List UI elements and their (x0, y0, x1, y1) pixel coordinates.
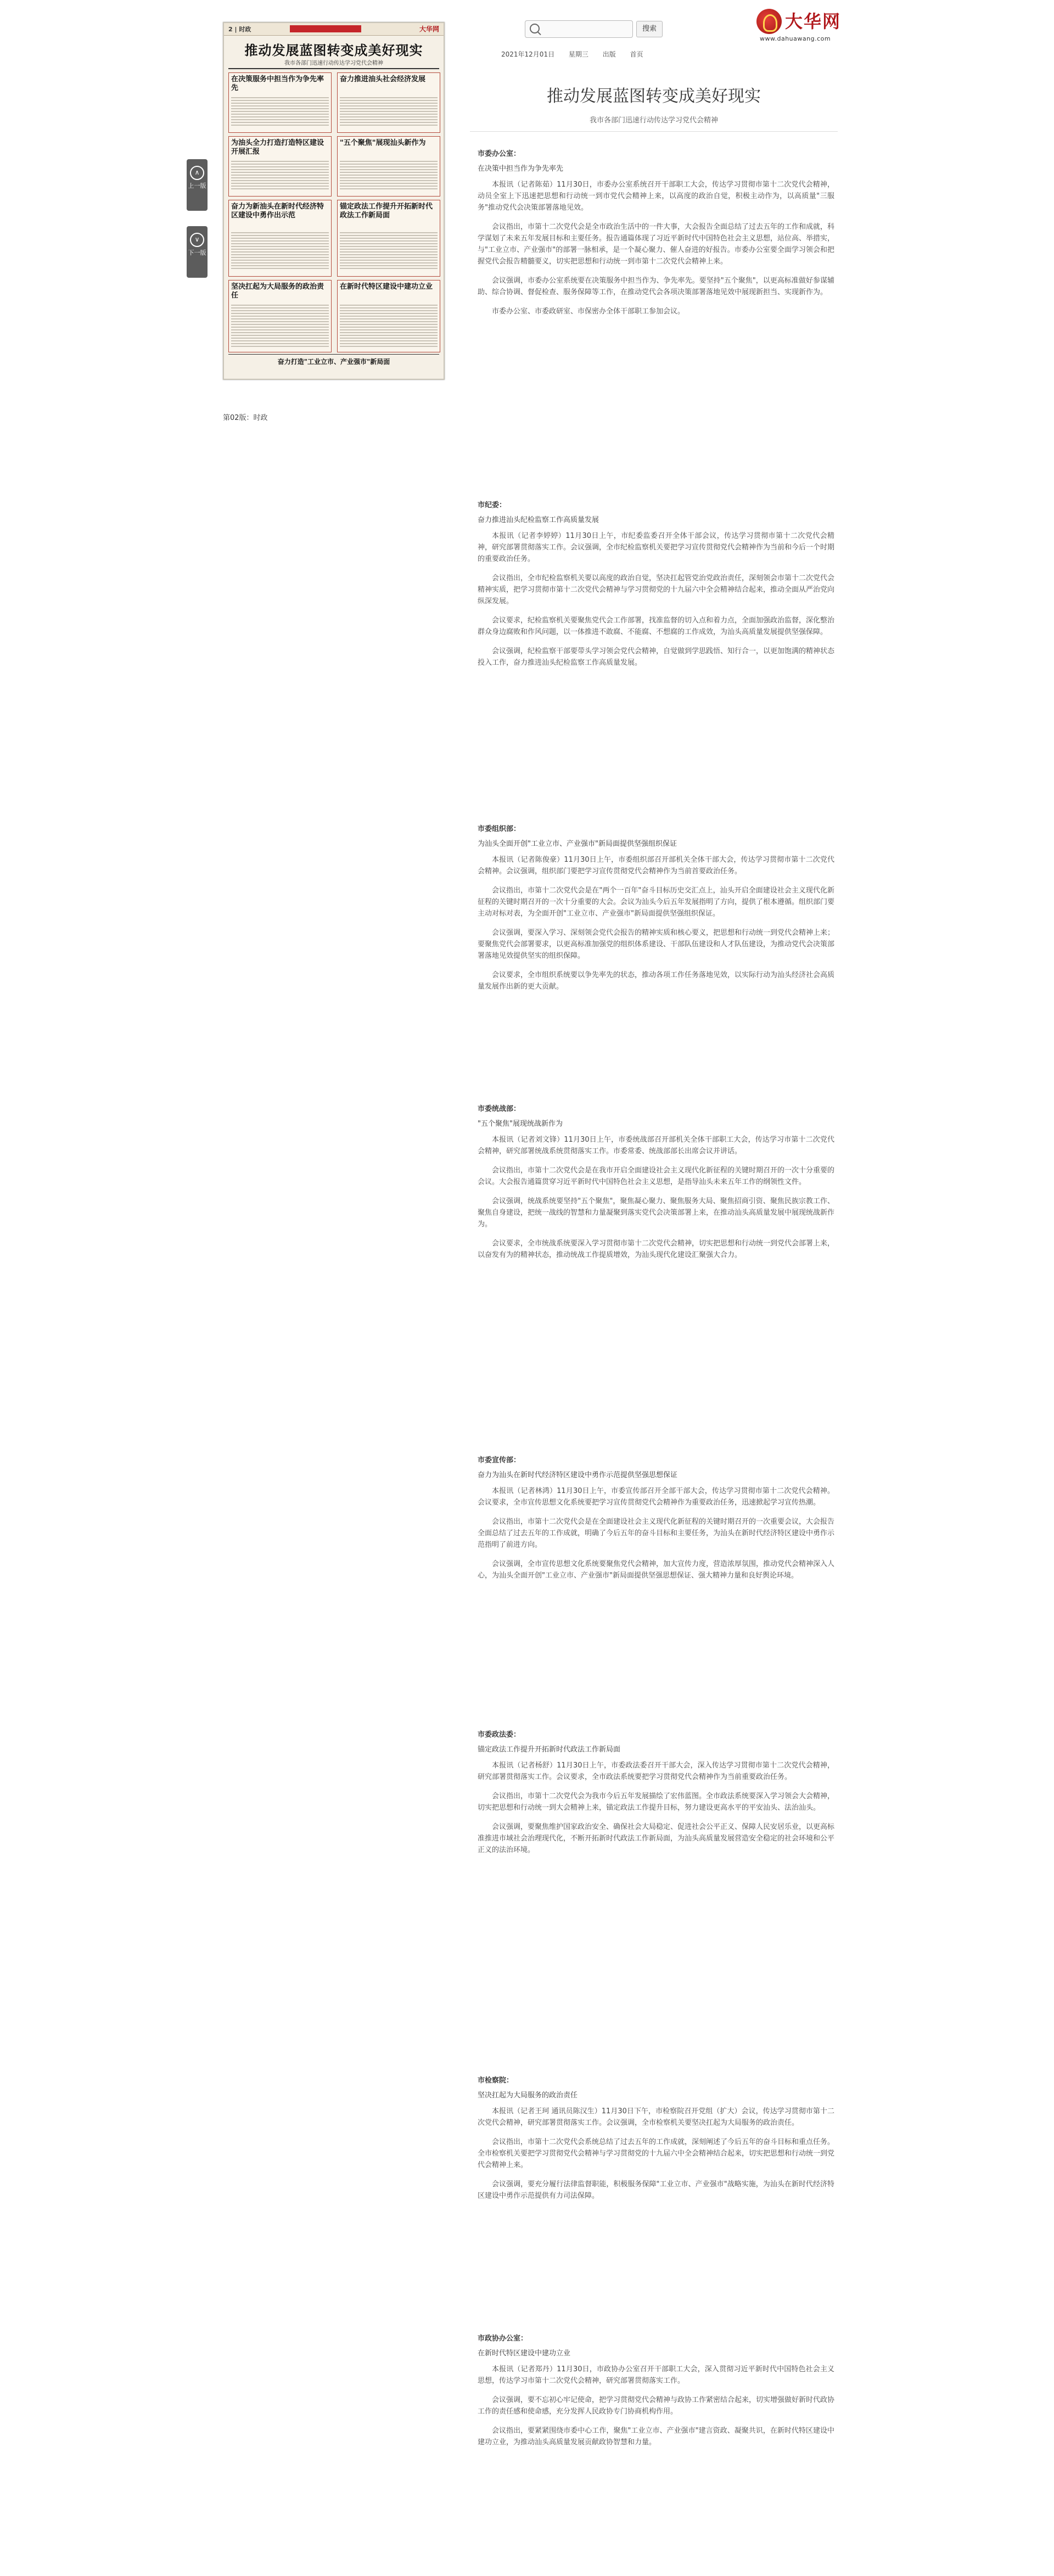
article-section (478, 1103, 834, 1269)
section-unit: 市委统战部： (478, 1105, 521, 1113)
article-subtitle: 我市各部门迅速行动传达学习党代会精神 (589, 116, 718, 125)
article-paragraph: 本报讯（记者李婷婷）11月30日上午，市纪委监委召开全体干部会议，传达学习贯彻市第十二次党代会精神，研究部署贯彻落实工作。会议强调，全市纪检监察机关要把学习宣传贯彻党代会精神作为当前和今后一个时期的重要政治任务。 (478, 532, 835, 563)
thumbnail-story-title: 奋力为新油头在新时代经济特区建设中勇作出示范 (231, 203, 324, 220)
thumbnail-story-title: 锚定政法工作提升开拓新时代政法工作新局面 (340, 203, 433, 220)
thumbnail-story[interactable] (228, 72, 332, 133)
article-paragraph: 会议指出，市第十二次党代会系统总结了过去五年的工作成就，深刻阐述了今后五年的奋斗目标和重点任务。全市检察机关要把学习贯彻党代会精神与学习贯彻党的十九届六中全会精神结合起来，切实把思想和行动统一到党代会精神上来。 (478, 2138, 835, 2169)
article-paragraph: 会议强调，要聚焦维护国家政治安全、确保社会大局稳定、促进社会公平正义、保障人民安居乐业，以更高标准推进市域社会治理现代化，不断开拓新时代政法工作新局面，为汕头高质量发展营造安全稳定的社会环境和公平正义的法治环境。 (478, 1823, 835, 1854)
article-paragraph: 会议强调，全市宣传思想文化系统要聚焦党代会精神，加大宣传力度，营造浓厚氛围，推动党代会精神深入人心，为汕头全面开创"工业立市、产业强市"新局面提供坚强思想保证、强大精神力量和良好舆论环境。 (478, 1560, 835, 1580)
section-unit: 市纪委： (478, 501, 507, 509)
article-paragraph: 会议指出，市第十二次党代会为我市今后五年发展描绘了宏伟蓝图。全市政法系统要深入学习领会大会精神，切实把思想和行动统一到大会精神上来，锚定政法工作提升目标，努力建设更高水平的平安汕头、法治汕头。 (478, 1792, 835, 1812)
thumbnail-story-title: "五个聚焦"展现汕头新作为 (340, 139, 426, 147)
thumbnail-bottom-headline: 奋力打造"工业立市、产业强市"新局面 (277, 358, 390, 366)
article-paragraph: 会议指出，要紧紧围绕市委中心工作，聚焦"工业立市、产业强市"建言资政、凝聚共识，在新时代特区建设中建功立业，为推动汕头高质量发展贡献政协智慧和力量。 (478, 2427, 834, 2446)
article-paragraph: 会议要求，全市统战系统要深入学习贯彻市第十二次党代会精神，切实把思想和行动统一到党代会部署上来，以奋发有为的精神状态，推动统战工作提质增效，为汕头现代化建设汇聚强大合力。 (478, 1239, 835, 1259)
section-heading: 奋力为汕头在新时代经济特区建设中勇作示范提供坚强思想保证 (478, 1471, 678, 1479)
thumbnail-subheadline: 我市各部门迅速行动传达学习党代会精神 (284, 60, 383, 66)
search-button[interactable]: 搜索 (636, 21, 663, 37)
article-paragraph: 会议指出，市第十二次党代会是在我市开启全面建设社会主义现代化新征程的关键时期召开的一次十分重要的会议。大会报告通篇贯穿习近平新时代中国特色社会主义思想，是指导汕头未来五年工作的纲领性文件。 (478, 1166, 835, 1186)
logo-emblem-icon (756, 9, 782, 34)
thumbnail-story[interactable] (228, 280, 332, 352)
section-unit: 市委政法委： (478, 1731, 521, 1739)
site-logo[interactable] (756, 7, 844, 45)
thumbnail-story-title: 奋力推进油头社会经济发展 (340, 75, 426, 83)
section-unit: 市政协办公室： (478, 2334, 528, 2343)
edition-label: 出版 (602, 50, 616, 58)
section-heading: 锚定政法工作提升开拓新时代政法工作新局面 (478, 1746, 621, 1754)
article-paragraph: 会议强调，市委办公室系统要在决策服务中担当作为、争先率先。要坚持"五个聚焦"，以更高标准做好参谋辅助、综合协调、督促检查、服务保障等工作，在推动党代会各项决策部署落地见效中展现新担当、实现新作为。 (478, 277, 834, 296)
article-paragraph: 会议要求，纪检监察机关要聚焦党代会工作部署，找准监督的切入点和着力点，全面加强政治监督，深化整治群众身边腐败和作风问题，以一体推进不敢腐、不能腐、不想腐的工作成效，为汕头高质量发展提供坚强保障。 (478, 616, 835, 636)
thumbnail-story[interactable] (337, 200, 440, 277)
article-section (478, 823, 834, 1000)
section-heading: 为汕头全面开创"工业立市、产业强市"新局面提供坚强组织保证 (478, 840, 677, 848)
newspaper-page-thumbnail[interactable] (223, 22, 445, 380)
article-section (478, 2333, 834, 2456)
article-paragraph: 本报讯（记者王珂 通讯员陈汉生）11月30日下午，市检察院召开党组（扩大）会议，传达学习贯彻市第十二次党代会精神，研究部署贯彻落实工作。会议强调，全市检察机关要坚决扛起为大局服务的政治责任。 (478, 2107, 834, 2127)
thumbnail-divider (228, 68, 439, 69)
article-section (478, 148, 834, 325)
section-heading: 坚决扛起为大局服务的政治责任 (478, 2091, 578, 2100)
thumbnail-story[interactable] (337, 136, 440, 197)
article-section (478, 2075, 834, 2209)
home-link[interactable]: 首页 (630, 50, 643, 58)
article-paragraph: 会议强调，统战系统要坚持"五个聚焦"，聚焦凝心聚力、聚焦服务大局、聚焦招商引资、聚焦民族宗教工作、聚焦自身建设，把统一战线的智慧和力量凝聚到落实党代会决策部署上来，在推动汕头高质量发展中展现统战新作为。 (478, 1197, 835, 1228)
thumbnail-story-title: 为油头全力打造打造特区建设开展汇报 (231, 139, 324, 156)
thumbnail-divider (228, 354, 439, 355)
article-section (478, 1729, 834, 1864)
article-section (478, 500, 834, 676)
weekday: 星期三 (568, 50, 588, 58)
chevron-up-icon: ∧ (190, 166, 204, 180)
logo-name: 大华网 (785, 11, 842, 32)
article-paragraph: 会议强调，要不忘初心牢记使命，把学习贯彻党代会精神与政协工作紧密结合起来，切实增强做好新时代政协工作的责任感和使命感，充分发挥人民政协专门协商机构作用。 (478, 2396, 835, 2416)
article-section (478, 1455, 834, 1589)
prev-page-button[interactable] (187, 159, 208, 211)
article-paragraph: 市委办公室、市委政研室、市保密办全体干部职工参加会议。 (492, 307, 685, 316)
article-paragraph: 会议指出，市第十二次党代会是在全面建设社会主义现代化新征程的关键时期召开的一次重要会议，大会报告全面总结了过去五年的工作成就，明确了今后五年的奋斗目标和主要任务，为汕头在新时代经济特区建设中勇作示范指明了前进方向。 (478, 1518, 835, 1549)
page-label: 第02版：时政 (223, 414, 268, 422)
article-title: 推动发展蓝图转变成美好现实 (547, 87, 761, 106)
logo-url: www.dahuawang.com (760, 35, 831, 42)
thumbnail-headline: 推动发展蓝图转变成美好现实 (244, 42, 423, 58)
article-divider (470, 131, 838, 132)
chevron-down-icon: ∨ (190, 233, 204, 247)
thumbnail-story-title: 在决策服务中担当作为争先率先 (231, 75, 324, 92)
thumbnail-header (224, 23, 444, 36)
section-heading: 在新时代特区建设中建功立业 (478, 2349, 571, 2358)
next-page-label: 下一版 (188, 249, 206, 256)
thumbnail-story-title: 坚决扛起为大局服务的政治责任 (231, 283, 324, 300)
prev-page-label: 上一版 (188, 182, 206, 189)
thumbnail-brand: 大华网 (419, 25, 439, 33)
article-paragraph: 会议指出，全市纪检监察机关要以高度的政治自觉，坚决扛起管党治党政治责任，深刻领会市第十二次党代会精神实质，把学习贯彻市第十二次党代会精神与学习贯彻党的十九届六中全会精神结合起来，推动全面从严治党向纵深发展。 (478, 574, 835, 605)
search-icon (530, 24, 540, 33)
article-paragraph: 本报讯（记者陈茹）11月30日，市委办公室系统召开干部职工大会，传达学习贯彻市第十二次党代会精神，动员全室上下迅速把思想和行动统一到市党代会精神上来，以高度的政治自觉，积极主动作为，以高质量"三服务"推动党代会决策部署落地见效。 (478, 181, 834, 212)
thumbnail-story[interactable] (337, 72, 440, 133)
article-paragraph: 会议指出，市第十二次党代会是全市政治生活中的一件大事，大会报告全面总结了过去五年的工作和成就，科学谋划了未来五年发展目标和主要任务。报告通篇体现了习近平新时代中国特色社会主义思想，站位高、举措实，与"工业立市、产业强市"的部署一脉相承，是一个凝心聚力、催人奋进的好报告。市委办公室要全面学习领会和把握党代会报告精髓要义，切实把思想和行动统一到市第十二次党代会精神上来。 (478, 223, 835, 266)
search-input[interactable] (525, 20, 633, 38)
article-paragraph: 会议指出，市第十二次党代会是在"两个一百年"奋斗目标历史交汇点上，汕头开启全面建设社会主义现代化新征程的关键时期召开的一次十分重要的大会。会议为汕头今后五年发展指明了方向，提供了根本遵循。组织部门要主动对标对表，为全面开创"工业立市、产业强市"新局面提供坚强组织保证。 (478, 886, 835, 918)
article-paragraph: 本报讯（记者陈俊豪）11月30日上午，市委组织部召开部机关全体干部大会，传达学习贯彻市第十二次党代会精神。会议强调，组织部门要把学习宣传贯彻党代会精神作为当前首要政治任务。 (478, 856, 834, 875)
article-paragraph: 本报讯（记者杨舒）11月30日上午，市委政法委召开干部大会，深入传达学习贯彻市第十二次党代会精神，研究部署贯彻落实工作。会议要求，全市政法系统要把学习贯彻党代会精神作为当前重要政治任务。 (478, 1761, 834, 1781)
article-paragraph: 本报讯（记者郑丹）11月30日，市政协办公室召开干部职工大会，深入贯彻习近平新时代中国特色社会主义思想，传达学习市第十二次党代会精神，研究部署贯彻落实工作。 (478, 2365, 834, 2385)
article-paragraph: 会议强调，要深入学习、深刻领会党代会报告的精神实质和核心要义，把思想和行动统一到党代会精神上来；要聚焦党代会部署要求，以更高标准加强党的组织体系建设、干部队伍建设和人才队伍建设，为推动党代会决策部署落地见效提供坚实的组织保障。 (478, 929, 835, 960)
article-paragraph: 本报讯（记者刘文锋）11月30日上午，市委统战部召开部机关全体干部职工大会，传达学习市第十二次党代会精神，研究部署统战系统贯彻落实工作。市委常委、统战部部长出席会议并讲话。 (478, 1136, 834, 1155)
section-unit: 市委办公室： (478, 150, 521, 158)
thumbnail-banner (290, 25, 361, 32)
section-unit: 市委宣传部： (478, 1456, 521, 1464)
thumbnail-page-number: 2 | 时政 (228, 26, 251, 33)
section-unit: 市检察院： (478, 2076, 514, 2085)
thumbnail-story-title: 在新时代特区建设中建功立业 (340, 283, 433, 291)
date: 2021年12月01日 (501, 50, 555, 58)
section-heading: 在决策中担当作为争先率先 (478, 165, 564, 173)
date-line (501, 49, 655, 59)
article-paragraph: 会议强调，要充分履行法律监督职能，积极服务保障"工业立市、产业强市"战略实施，为汕头在新时代经济特区建设中勇作示范提供有力司法保障。 (478, 2180, 834, 2200)
article-paragraph: 本报讯（记者林鸿）11月30日上午，市委宣传部召开全部干部大会，传达学习贯彻市第十二次党代会精神。会议要求，全市宣传思想文化系统要把学习宣传贯彻党代会精神作为重要政治任务，迅速掀起学习宣传热潮。 (478, 1487, 834, 1507)
article-paragraph: 会议要求，全市组织系统要以争先率先的状态，推动各项工作任务落地见效，以实际行动为汕头经济社会高质量发展作出新的更大贡献。 (478, 971, 835, 991)
next-page-button[interactable] (187, 226, 208, 278)
section-unit: 市委组织部： (478, 825, 521, 833)
section-heading: 奋力推进汕头纪检监察工作高质量发展 (478, 516, 599, 524)
thumbnail-story[interactable] (228, 136, 332, 197)
thumbnail-story[interactable] (337, 280, 440, 352)
thumbnail-story[interactable] (228, 200, 332, 277)
article-paragraph: 会议强调，纪检监察干部要带头学习领会党代会精神，自觉做到学思践悟、知行合一，以更加饱满的精神状态投入工作，奋力推进汕头纪检监察工作高质量发展。 (478, 647, 835, 667)
section-heading: "五个聚焦"展现统战新作为 (478, 1120, 563, 1128)
